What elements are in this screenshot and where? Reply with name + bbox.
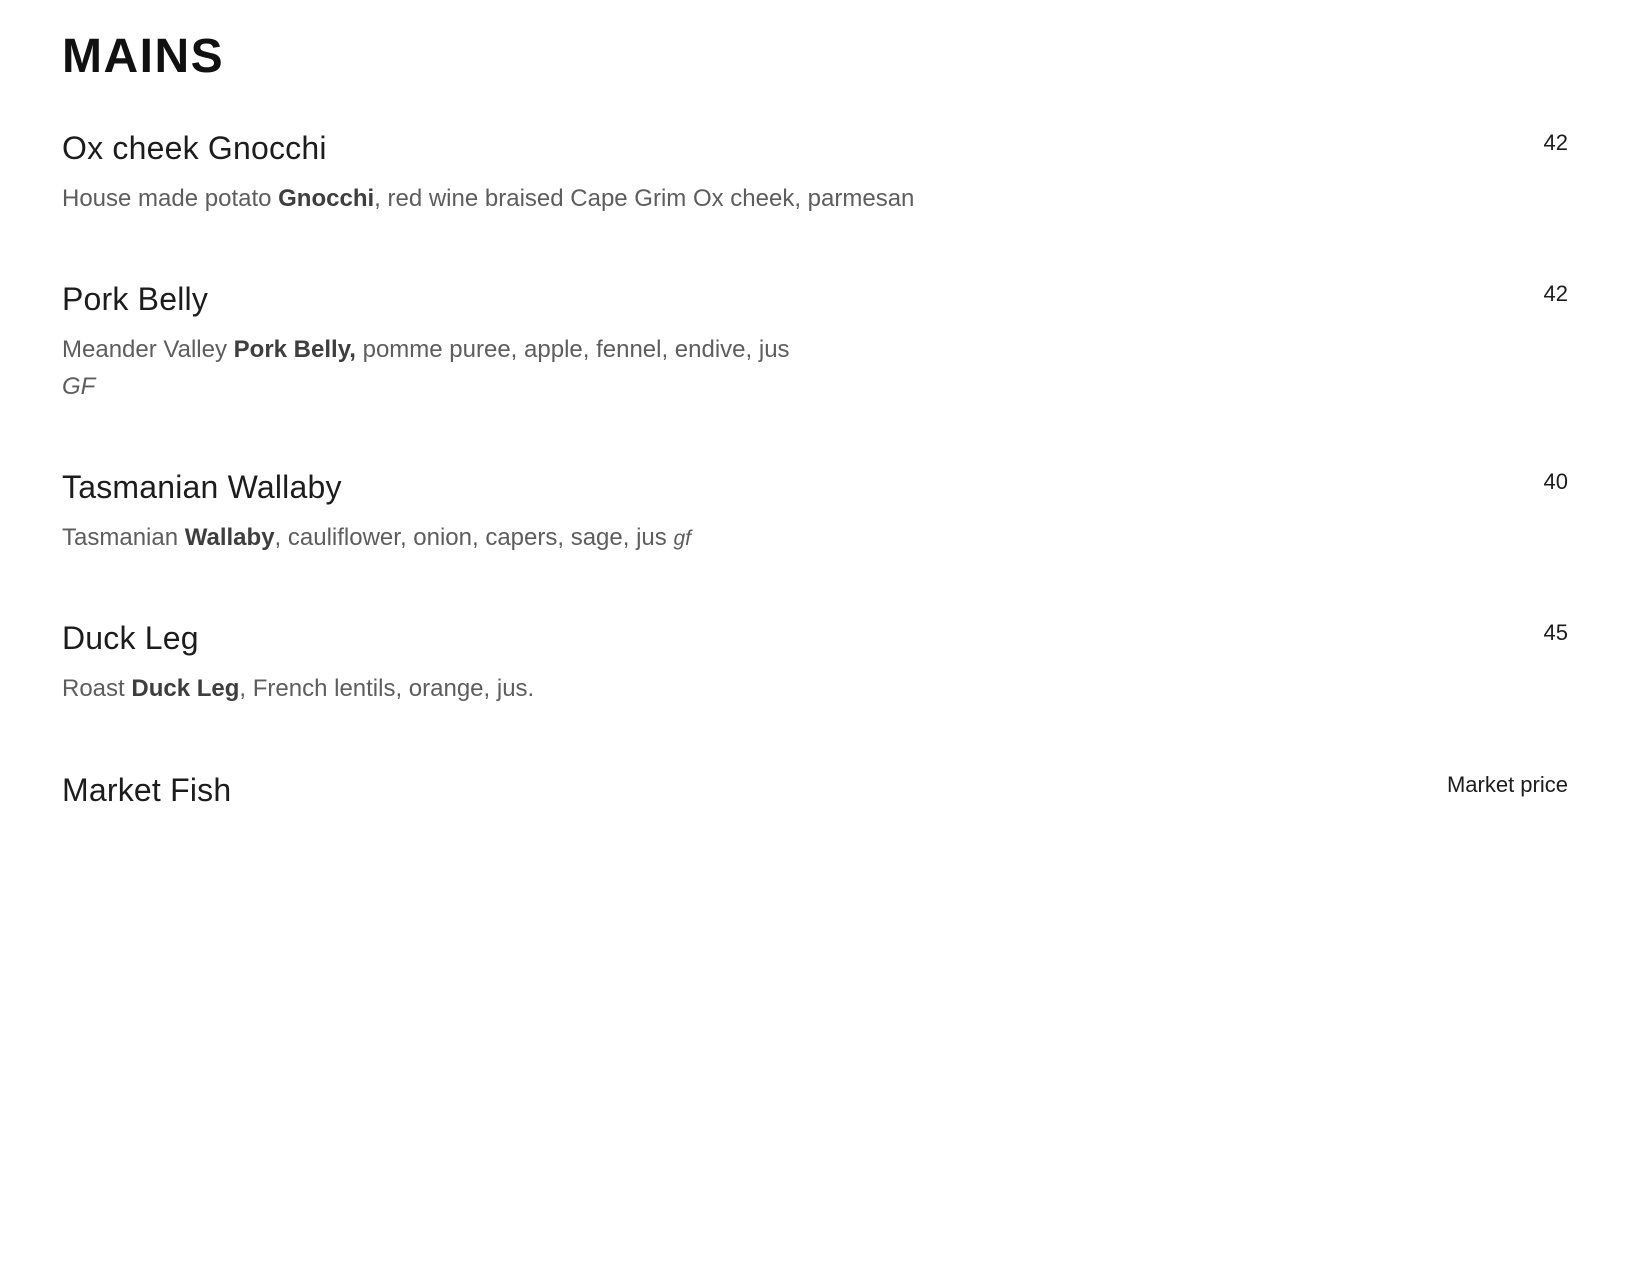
list-item: [62, 770, 1568, 810]
dietary-tag: GF: [62, 372, 96, 400]
menu-item-header: [62, 618, 1568, 658]
menu-item-name: Duck Leg: [62, 620, 199, 657]
description-highlight: Pork Belly,: [233, 335, 356, 363]
dietary-tag: gf: [673, 527, 691, 551]
menu-item-header: [62, 279, 1568, 319]
list-item: [62, 279, 1568, 405]
description-prefix: Tasmanian: [62, 524, 185, 552]
list-item: [62, 128, 1568, 217]
menu-item-price: 40: [1543, 469, 1568, 495]
description-highlight: Duck Leg: [131, 675, 240, 703]
description-suffix: pomme puree, apple, fennel, endive, jus: [355, 335, 790, 363]
menu-list: [62, 128, 1568, 810]
menu-item-name: Ox cheek Gnocchi: [62, 129, 327, 166]
menu-item-header: [62, 128, 1568, 168]
description-suffix: , cauliflower, onion, capers, sage, jus: [274, 524, 674, 552]
description-prefix: Roast: [62, 675, 132, 703]
menu-item-price: 45: [1543, 620, 1568, 646]
list-item: [62, 618, 1568, 707]
menu-item-header: [62, 467, 1568, 507]
menu-item-price: Market price: [1446, 771, 1568, 797]
menu-item-description: [62, 180, 1142, 217]
menu-item-description: [62, 670, 1142, 707]
description-suffix: , French lentils, orange, jus.: [239, 675, 535, 703]
menu-item-description: [62, 331, 1142, 405]
menu-item-name: Tasmanian Wallaby: [62, 469, 342, 506]
menu-item-header: [62, 770, 1568, 810]
page-title: MAINS: [62, 30, 225, 83]
description-prefix: Meander Valley: [62, 335, 234, 363]
menu-item-name: Pork Belly: [62, 280, 209, 317]
description-highlight: Gnocchi: [278, 184, 375, 212]
menu-item-price: 42: [1543, 280, 1568, 306]
menu-item-description: [62, 519, 1142, 556]
description-suffix: , red wine braised Cape Grim Ox cheek, parmesan: [374, 184, 915, 212]
description-highlight: Wallaby: [184, 524, 275, 552]
menu-item-name: Market Fish: [62, 771, 232, 808]
list-item: [62, 467, 1568, 556]
menu-item-price: 42: [1543, 129, 1568, 155]
description-prefix: House made potato: [62, 184, 279, 212]
